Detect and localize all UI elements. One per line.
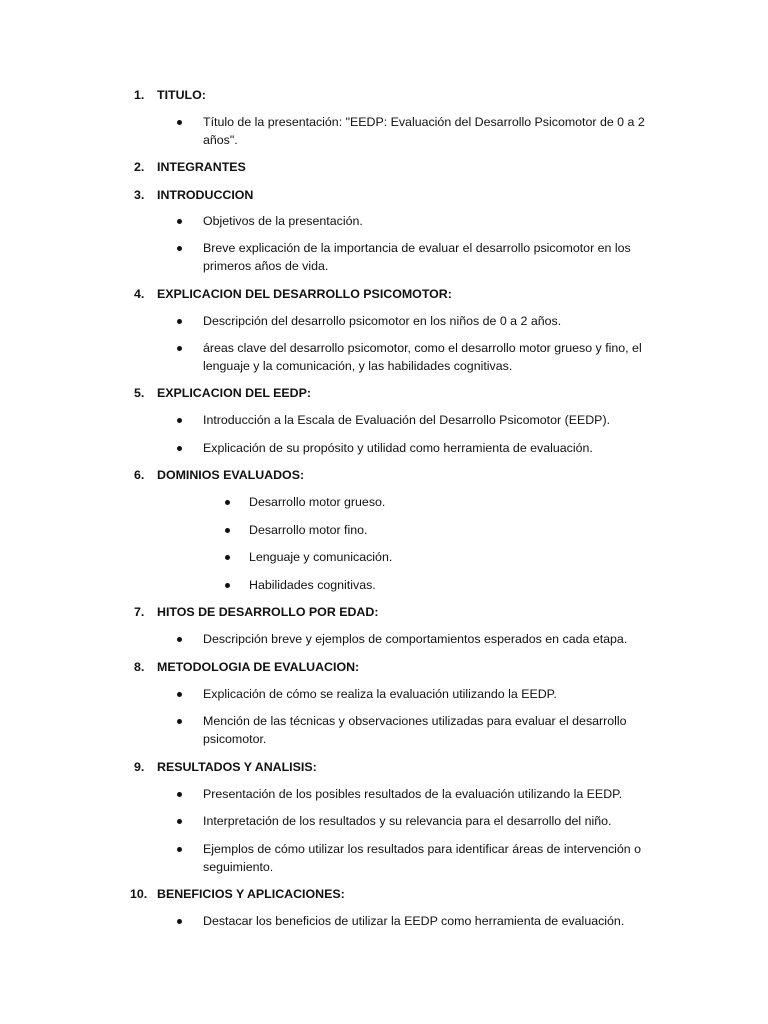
list-item-text: Breve explicación de la importancia de evaluar el desarrollo psicomotor en los primeros años de vida. [203, 241, 631, 273]
section-heading [0, 885, 768, 903]
section-title: EXPLICACION DEL EEDP: [157, 386, 311, 400]
bullet-icon [177, 319, 182, 324]
bullet-icon [177, 719, 182, 724]
section-number: 8. [134, 660, 145, 674]
bullet-icon [177, 819, 182, 824]
section-title: DOMINIOS EVALUADOS: [157, 468, 305, 482]
section-heading [0, 384, 768, 402]
section-number: 7. [134, 605, 145, 619]
bullet-icon [225, 500, 230, 505]
list-item-text: Ejemplos de cómo utilizar los resultados para identificar áreas de intervención o seguimiento. [203, 842, 642, 874]
list-item-text: Descripción del desarrollo psicomotor en los niños de 0 a 2 años. [203, 314, 562, 328]
section-number: 5. [134, 386, 145, 400]
list-item-text: áreas clave del desarrollo psicomotor, como el desarrollo motor grueso y fino, el lenguaje y la comunicación, y las habilidades cognitivas. [203, 341, 642, 373]
list-item-text: Habilidades cognitivas. [249, 578, 376, 592]
bullet-icon [177, 692, 182, 697]
bullet-icon [177, 637, 182, 642]
list-item-text: Explicación de su propósito y utilidad como herramienta de evaluación. [203, 441, 593, 455]
section-title: METODOLOGIA DE EVALUACION: [157, 660, 360, 674]
list-item-text: Explicación de cómo se realiza la evaluación utilizando la EEDP. [203, 687, 557, 701]
section-number: 1. [134, 88, 145, 102]
bullet-icon [177, 446, 182, 451]
section-number: 6. [134, 468, 145, 482]
section-heading [0, 466, 768, 484]
section-heading [0, 758, 768, 776]
bullet-icon [177, 418, 182, 423]
bullet-icon [225, 555, 230, 560]
section-number: 2. [134, 160, 145, 174]
bullet-icon [177, 792, 182, 797]
bullet-icon [225, 528, 230, 533]
section-title: INTEGRANTES [157, 160, 246, 174]
bullet-icon [177, 919, 182, 924]
section-title: INTRODUCCION [157, 188, 254, 202]
list-item-text: Título de la presentación: "EEDP: Evaluación del Desarrollo Psicomotor de 0 a 2 años". [203, 115, 645, 147]
section-heading [0, 285, 768, 303]
section-heading [0, 186, 768, 204]
list-item-text: Introducción a la Escala de Evaluación del Desarrollo Psicomotor (EEDP). [203, 413, 611, 427]
section-title: BENEFICIOS Y APLICACIONES: [157, 887, 345, 901]
section-number: 10. [130, 887, 148, 901]
list-item-text: Descripción breve y ejemplos de comportamientos esperados en cada etapa. [203, 632, 628, 646]
list-item-text: Lenguaje y comunicación. [249, 550, 393, 564]
bullet-icon [177, 847, 182, 852]
list-item-text: Mención de las técnicas y observaciones utilizadas para evaluar el desarrollo psicomotor. [203, 714, 627, 746]
section-heading [0, 86, 768, 104]
section-number: 9. [134, 760, 145, 774]
section-number: 4. [134, 287, 145, 301]
section-title: TITULO: [157, 88, 206, 102]
section-heading [0, 603, 768, 621]
section-heading [0, 658, 768, 676]
section-title: HITOS DE DESARROLLO POR EDAD: [157, 605, 379, 619]
list-item-text: Objetivos de la presentación. [203, 214, 363, 228]
list-item-text: Desarrollo motor fino. [249, 523, 368, 537]
section-title: RESULTADOS Y ANALISIS: [157, 760, 317, 774]
section-heading [0, 158, 768, 176]
list-item-text: Presentación de los posibles resultados de la evaluación utilizando la EEDP. [203, 787, 623, 801]
bullet-icon [177, 219, 182, 224]
list-item-text: Interpretación de los resultados y su relevancia para el desarrollo del niño. [203, 814, 612, 828]
section-title: EXPLICACION DEL DESARROLLO PSICOMOTOR: [157, 287, 452, 301]
bullet-icon [177, 246, 182, 251]
list-item-text: Desarrollo motor grueso. [249, 495, 386, 509]
section-number: 3. [134, 188, 145, 202]
bullet-icon [177, 346, 182, 351]
bullet-icon [225, 583, 230, 588]
bullet-icon [177, 120, 182, 125]
list-item-text: Destacar los beneficios de utilizar la EEDP como herramienta de evaluación. [203, 914, 625, 928]
